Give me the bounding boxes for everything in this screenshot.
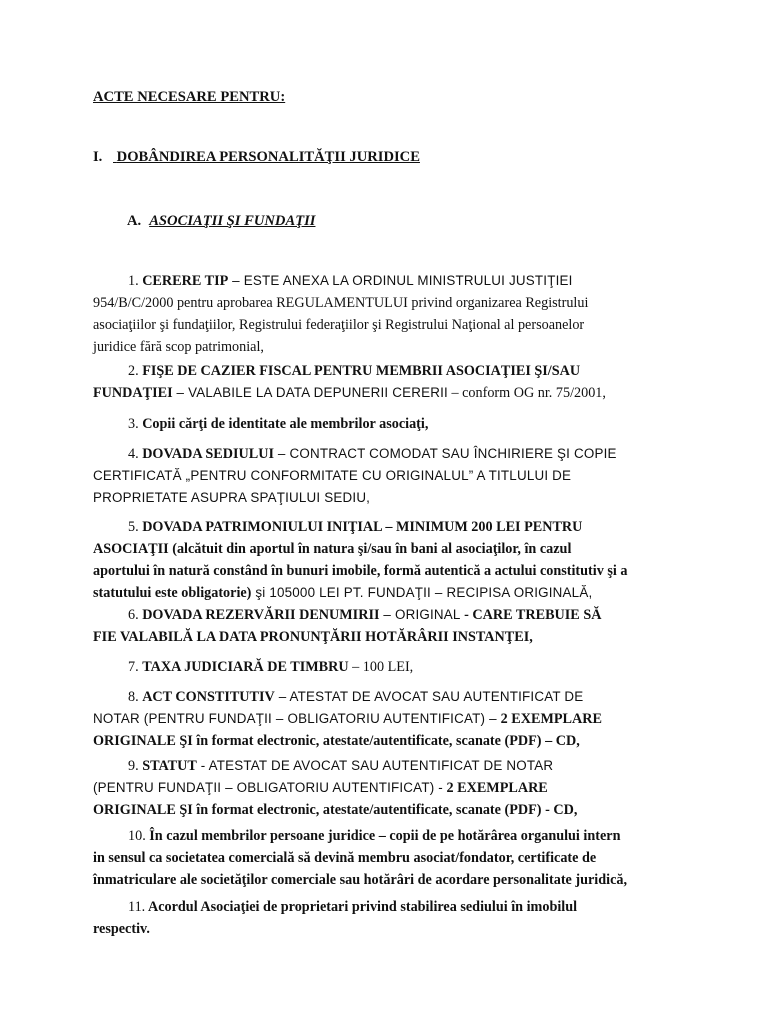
document-title: ACTE NECESARE PENTRU: — [93, 89, 286, 105]
item-text: 2 EXEMPLARE — [500, 711, 602, 727]
item-text: NOTAR (PENTRU FUNDAŢII – OBLIGATORIU AUTENTIFICAT) – — [93, 711, 501, 726]
item-heading: FIŞE DE CAZIER FISCAL PENTRU MEMBRII ASOCIAŢIEI ŞI/SAU — [142, 363, 581, 379]
item-number: 10. — [128, 828, 146, 844]
item-text-line: juridice fără scop patrimonial, — [93, 339, 264, 355]
item-text: – CONTRACT COMODAT SAU ÎNCHIRIERE ŞI COPIE — [273, 446, 617, 461]
item-text-line: ASOCIAŢII (alcătuit din aportul în natura şi/sau în bani al asociaţilor, în cazul — [93, 541, 572, 557]
item-text: – VALABILE LA DATA DEPUNERII CERERII — [172, 385, 448, 400]
item-heading: Acordul Asociaţiei de proprietari privind stabilirea sediului în imobilul — [147, 899, 578, 915]
item-heading: CERERE TIP — [142, 273, 229, 289]
item-text-line: asociaţiilor şi fundaţiilor, Registrului federaţiilor şi Registrului Naţional al persoanelor — [93, 317, 585, 333]
item-number: 8. — [128, 689, 139, 705]
list-item-3 — [93, 413, 677, 435]
item-text: 2 EXEMPLARE — [446, 780, 548, 796]
subsection-heading — [127, 210, 315, 232]
item-text: - CARE TREBUIE SĂ — [460, 607, 602, 623]
item-number: 2. — [128, 363, 139, 379]
item-heading: ACT CONSTITUTIV — [142, 689, 275, 705]
item-heading: DOVADA PATRIMONIULUI INIŢIAL – MINIMUM 200 LEI PENTRU — [142, 519, 583, 535]
item-text: – 100 LEI, — [348, 659, 414, 675]
list-item-7 — [93, 656, 677, 678]
item-text: – ATESTAT DE AVOCAT SAU AUTENTIFICAT DE — [274, 689, 584, 704]
item-text-line: ORIGINALE ŞI în format electronic, atestate/autentificate, scanate (PDF) – CD, — [93, 733, 580, 749]
item-number: 11. — [128, 899, 146, 915]
item-separator: – — [228, 273, 244, 288]
item-heading: Copii cărţi de identitate ale membrilor asociaţi, — [142, 416, 429, 432]
item-text: şi 105000 LEI PT. FUNDAŢII – RECIPISA ORIGINALĂ, — [251, 585, 593, 600]
item-text: (PENTRU FUNDAŢII – OBLIGATORIU AUTENTIFICAT) - — [93, 780, 443, 795]
section-number: I. — [93, 149, 103, 165]
item-text: statutului este obligatorie) — [93, 585, 252, 601]
item-number: 5. — [128, 519, 139, 535]
item-text-line: respectiv. — [93, 921, 150, 937]
item-number: 3. — [128, 416, 139, 432]
section-heading — [93, 146, 420, 168]
item-text: – conform OG nr. 75/2001, — [447, 385, 606, 401]
item-heading: DOVADA SEDIULUI — [142, 446, 274, 462]
item-text-line: PROPRIETATE ASUPRA SPAŢIULUI SEDIU, — [93, 490, 371, 505]
item-heading: TAXA JUDICIARĂ DE TIMBRU — [142, 659, 349, 675]
list-item-10 — [93, 825, 677, 891]
item-text: ESTE ANEXA LA ORDINUL MINISTRULUI JUSTIŢIEI — [243, 273, 573, 288]
section-title: DOBÂNDIREA PERSONALITĂŢII JURIDICE — [116, 149, 420, 165]
item-text-line: ORIGINALE ŞI în format electronic, atestate/autentificate, scanate (PDF) - CD, — [93, 802, 578, 818]
list-item-11 — [93, 896, 677, 940]
item-number: 1. — [128, 273, 139, 289]
item-text-line: FIE VALABILĂ LA DATA PRONUNŢĂRII HOTĂRÂRII INSTANŢEI, — [93, 629, 533, 645]
subsection-letter: A. — [127, 213, 142, 229]
subsection-title: ASOCIAŢII ŞI FUNDAŢII — [149, 213, 316, 229]
item-heading: DOVADA REZERVĂRII DENUMIRII — [142, 607, 380, 623]
item-text-line: CERTIFICATĂ „PENTRU CONFORMITATE CU ORIGINALUL” A TITLULUI DE — [93, 468, 572, 483]
item-text-line: 954/B/C/2000 pentru aprobarea REGULAMENTULUI privind organizarea Registrului — [93, 295, 589, 311]
item-number: 6. — [128, 607, 139, 623]
item-number: 4. — [128, 446, 139, 462]
list-item-2 — [93, 360, 677, 404]
list-item-6 — [93, 604, 677, 648]
list-item-4 — [93, 443, 677, 509]
item-text-line: înmatriculare ale societăţilor comerciale sau hotărâri de acordare personalitate juridică, — [93, 872, 628, 888]
item-number: 7. — [128, 659, 139, 675]
list-item-5 — [93, 516, 677, 604]
item-number: 9. — [128, 758, 139, 774]
list-item-8 — [93, 686, 677, 752]
item-heading: STATUT — [142, 758, 197, 774]
list-item-1 — [93, 270, 677, 358]
item-text-line: aportului în natură constând în bunuri imobile, formă autentică a actului constitutiv şi a — [93, 563, 628, 579]
item-text: - ATESTAT DE AVOCAT SAU AUTENTIFICAT DE NOTAR — [196, 758, 554, 773]
item-heading: În cazul membrilor persoane juridice – copii de pe hotărârea organului intern — [149, 828, 621, 844]
item-text: – ORIGINAL — [379, 607, 461, 622]
item-text-line: in sensul ca societatea comercială să devină membru asociat/fondator, certificate de — [93, 850, 597, 866]
item-heading: FUNDAŢIEI — [93, 385, 173, 401]
list-item-9 — [93, 755, 677, 821]
